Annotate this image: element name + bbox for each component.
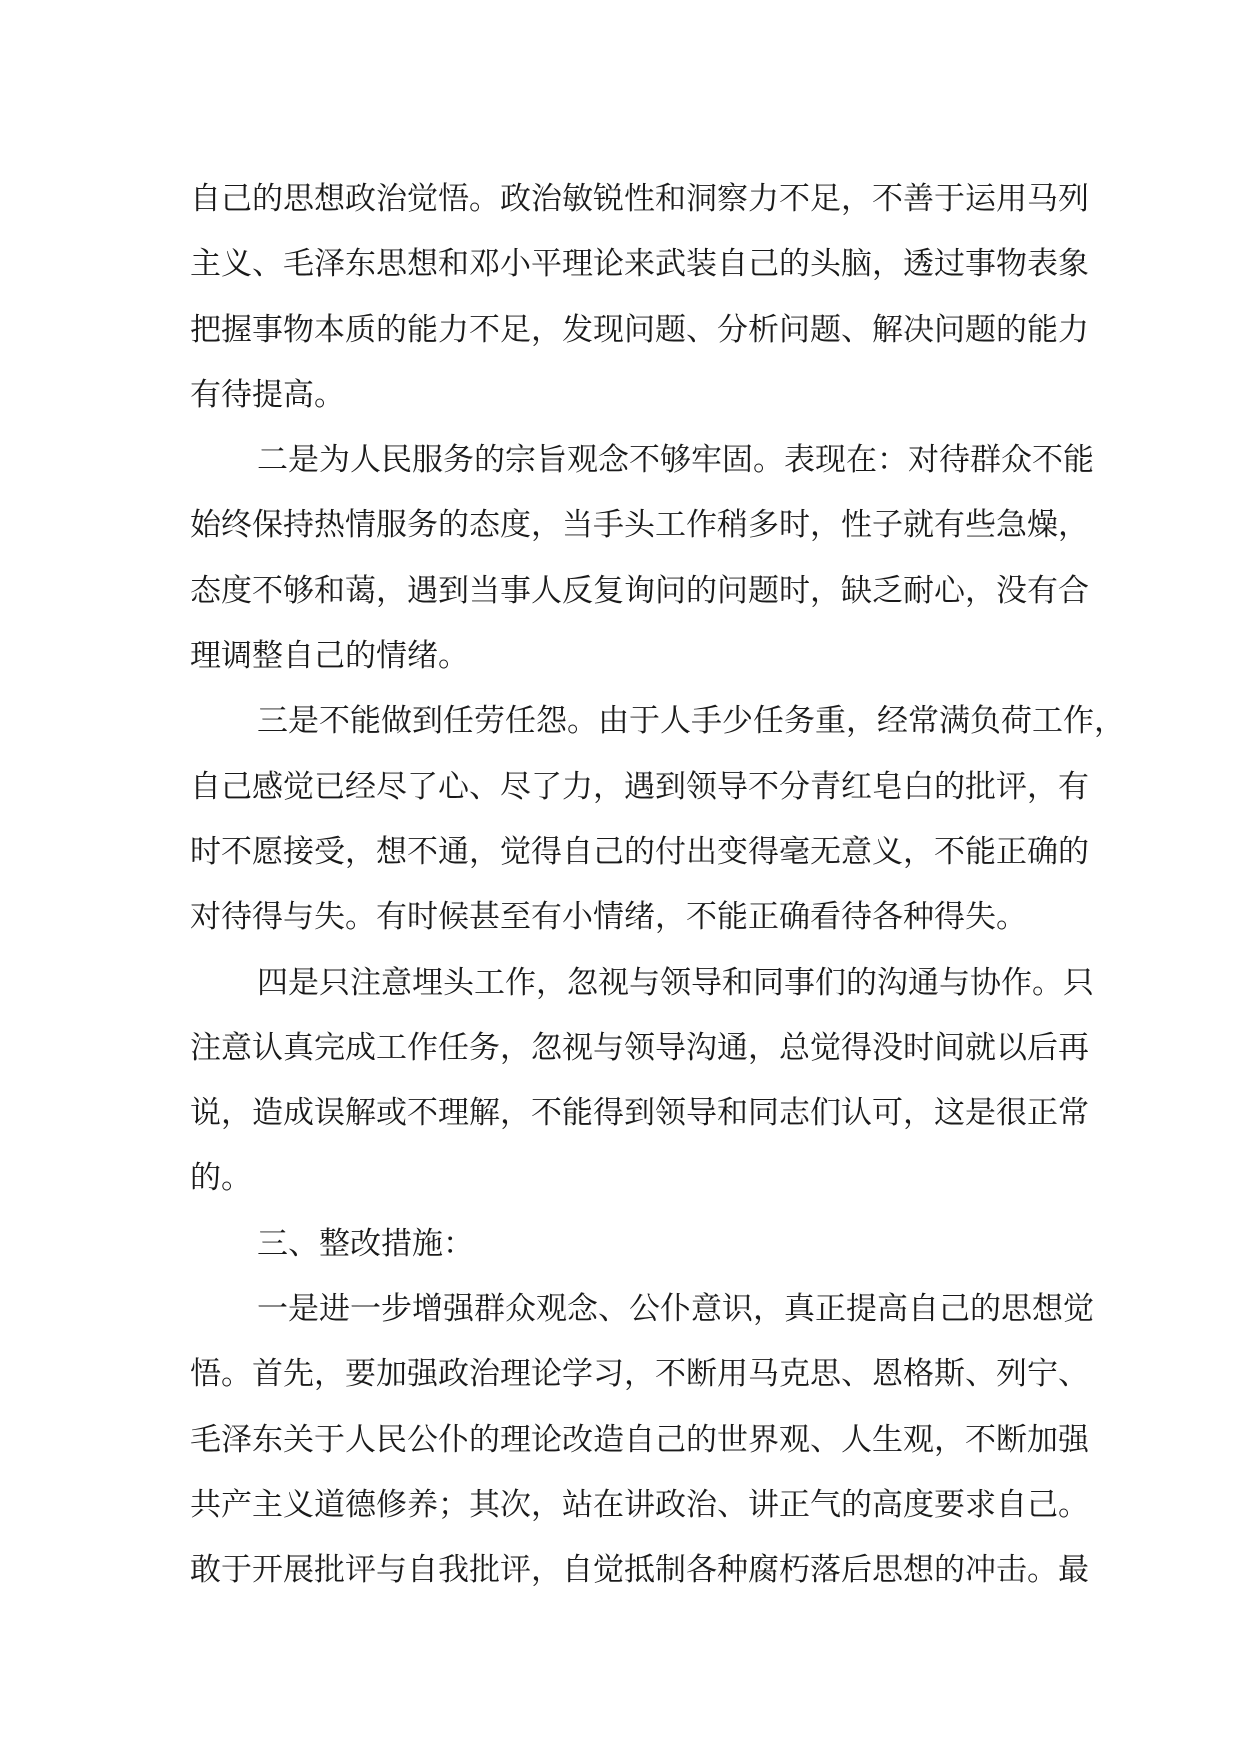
text-line: 自己感觉已经尽了心、尽了力，遇到领导不分青红皂白的批评，有	[190, 768, 1089, 805]
text-line: 把握事物本质的能力不足，发现问题、分析问题、解决问题的能力	[190, 311, 1089, 348]
text-line: 说，造成误解或不理解，不能得到领导和同志们认可，这是很正常	[190, 1095, 1089, 1132]
text-line: 四是只注意埋头工作，忽视与领导和同事们的沟通与协作。只	[257, 964, 1094, 1001]
text-line: 三是不能做到任劳任怨。由于人手少任务重，经常满负荷工作，	[257, 703, 1125, 740]
text-line: 理调整自己的情绪。	[190, 638, 469, 675]
text-line: 的。	[190, 1160, 252, 1197]
text-line: 悟。首先，要加强政治理论学习，不断用马克思、恩格斯、列宁、	[190, 1356, 1089, 1393]
text-line: 注意认真完成工作任务，忽视与领导沟通，总觉得没时间就以后再	[190, 1029, 1089, 1066]
text-line: 一是进一步增强群众观念、公仆意识，真正提高自己的思想觉	[257, 1291, 1094, 1328]
document-body	[190, 167, 1125, 1604]
text-line: 主义、毛泽东思想和邓小平理论来武装自己的头脑，透过事物表象	[190, 246, 1089, 283]
text-line: 毛泽东关于人民公仆的理论改造自己的世界观、人生观，不断加强	[190, 1421, 1089, 1458]
text-line: 态度不够和蔼，遇到当事人反复询问的问题时，缺乏耐心，没有合	[190, 572, 1089, 609]
text-line: 有待提高。	[190, 376, 345, 413]
text-line: 自己的思想政治觉悟。政治敏锐性和洞察力不足，不善于运用马列	[190, 181, 1089, 217]
text-line: 时不愿接受，想不通，觉得自己的付出变得毫无意义，不能正确的	[190, 833, 1089, 870]
text-line: 三、整改措施：	[257, 1225, 474, 1262]
text-line: 对待得与失。有时候甚至有小情绪，不能正确看待各种得失。	[190, 899, 1027, 936]
text-line: 始终保持热情服务的态度，当手头工作稍多时，性子就有些急燥，	[190, 507, 1089, 544]
text-line: 敢于开展批评与自我批评，自觉抵制各种腐朽落后思想的冲击。最	[190, 1552, 1089, 1589]
text-line: 二是为人民服务的宗旨观念不够牢固。表现在：对待群众不能	[257, 442, 1094, 479]
text-line: 共产主义道德修养；其次，站在讲政治、讲正气的高度要求自己。	[190, 1486, 1089, 1523]
